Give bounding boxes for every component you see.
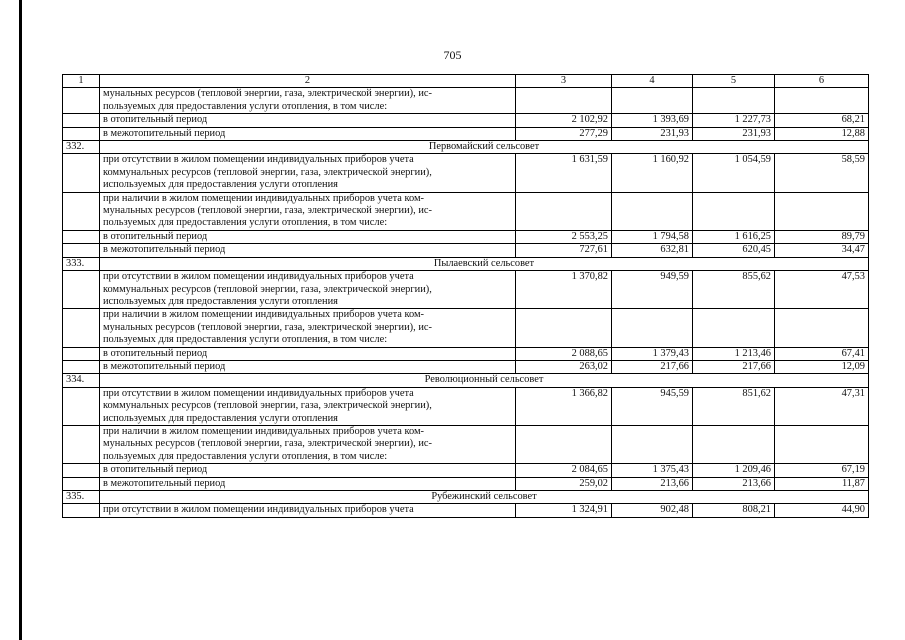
header-cell-4: 4 bbox=[612, 75, 693, 88]
description-line: мунальных ресурсов (тепловой энергии, газа, электрической энергии), ис- bbox=[103, 321, 432, 333]
value-cell-col5: 808,21 bbox=[693, 504, 775, 517]
value-cell-col5: 1 213,46 bbox=[693, 347, 775, 360]
value-cell-col4 bbox=[612, 309, 693, 347]
value-cell-col6 bbox=[775, 309, 869, 347]
section-name: Рубежинский сельсовет bbox=[100, 491, 869, 504]
row-number-cell bbox=[63, 464, 100, 477]
value-cell-col3: 1 324,91 bbox=[516, 504, 612, 517]
table-row bbox=[63, 464, 869, 477]
description-line: мунальных ресурсов (тепловой энергии, газа, электрической энергии), ис- bbox=[103, 205, 432, 217]
value-cell-col3: 277,29 bbox=[516, 127, 612, 140]
value-cell-col5 bbox=[693, 425, 775, 463]
header-cell-5: 5 bbox=[693, 75, 775, 88]
value-cell-col4 bbox=[612, 88, 693, 114]
value-cell-col6: 11,87 bbox=[775, 477, 869, 490]
value-cell-col6: 67,41 bbox=[775, 347, 869, 360]
value-cell-col5: 1 616,25 bbox=[693, 230, 775, 243]
table-row bbox=[63, 244, 869, 257]
row-number-cell bbox=[63, 347, 100, 360]
value-cell-col4: 213,66 bbox=[612, 477, 693, 490]
table-row bbox=[63, 360, 869, 373]
table-body bbox=[63, 88, 869, 517]
section-number: 335. bbox=[63, 491, 100, 504]
description-line: при отсутствии в жилом помещении индивидуальных приборов учета bbox=[103, 154, 414, 166]
description-cell bbox=[100, 309, 516, 347]
value-cell-col6: 89,79 bbox=[775, 230, 869, 243]
tariff-table bbox=[62, 74, 869, 518]
value-cell-col6: 58,59 bbox=[775, 154, 869, 192]
section-name: Первомайский сельсовет bbox=[100, 141, 869, 154]
scan-edge-line bbox=[19, 0, 22, 640]
description-cell bbox=[100, 347, 516, 360]
value-cell-col3: 2 553,25 bbox=[516, 230, 612, 243]
section-row bbox=[63, 257, 869, 270]
description-line: при отсутствии в жилом помещении индивидуальных приборов учета bbox=[103, 271, 414, 283]
section-row bbox=[63, 491, 869, 504]
table-row bbox=[63, 309, 869, 347]
header-cell-6: 6 bbox=[775, 75, 869, 88]
value-cell-col4: 945,59 bbox=[612, 387, 693, 425]
value-cell-col3: 2 088,65 bbox=[516, 347, 612, 360]
table-row bbox=[63, 230, 869, 243]
row-number-cell bbox=[63, 244, 100, 257]
description-cell bbox=[100, 230, 516, 243]
description-line: пользуемых для предоставления услуги отопления, в том числе: bbox=[103, 334, 388, 346]
value-cell-col5: 620,45 bbox=[693, 244, 775, 257]
value-cell-col3: 259,02 bbox=[516, 477, 612, 490]
description-line: в отопительный период bbox=[103, 230, 208, 242]
description-line: при наличии в жилом помещении индивидуальных приборов учета ком- bbox=[103, 192, 425, 204]
value-cell-col6 bbox=[775, 88, 869, 114]
value-cell-col3 bbox=[516, 309, 612, 347]
value-cell-col5: 231,93 bbox=[693, 127, 775, 140]
row-number-cell bbox=[63, 360, 100, 373]
page-number: 705 bbox=[443, 48, 462, 62]
value-cell-col5: 213,66 bbox=[693, 477, 775, 490]
section-number: 333. bbox=[63, 257, 100, 270]
value-cell-col4: 1 393,69 bbox=[612, 114, 693, 127]
description-line: пользуемых для предоставления услуги отопления, в том числе: bbox=[103, 217, 388, 229]
value-cell-col5: 217,66 bbox=[693, 360, 775, 373]
description-line: в межотопительный период bbox=[103, 360, 226, 372]
row-number-cell bbox=[63, 387, 100, 425]
value-cell-col3: 1 366,82 bbox=[516, 387, 612, 425]
value-cell-col4: 949,59 bbox=[612, 271, 693, 309]
table-row bbox=[63, 154, 869, 192]
description-line: при отсутствии в жилом помещении индивидуальных приборов учета bbox=[103, 504, 414, 516]
row-number-cell bbox=[63, 504, 100, 517]
description-cell bbox=[100, 464, 516, 477]
row-number-cell bbox=[63, 127, 100, 140]
value-cell-col5: 851,62 bbox=[693, 387, 775, 425]
value-cell-col3: 2 084,65 bbox=[516, 464, 612, 477]
description-line: в отопительный период bbox=[103, 114, 208, 126]
value-cell-col5 bbox=[693, 309, 775, 347]
description-line: коммунальных ресурсов (тепловой энергии, газа, электрической энергии), bbox=[103, 166, 432, 178]
description-cell bbox=[100, 154, 516, 192]
table-row bbox=[63, 127, 869, 140]
description-cell bbox=[100, 425, 516, 463]
value-cell-col6: 12,09 bbox=[775, 360, 869, 373]
value-cell-col4 bbox=[612, 192, 693, 230]
description-line: при наличии в жилом помещении индивидуальных приборов учета ком- bbox=[103, 309, 425, 321]
description-line: используемых для предоставления услуги отопления bbox=[103, 179, 338, 191]
section-name: Революционный сельсовет bbox=[100, 374, 869, 387]
description-line: в отопительный период bbox=[103, 464, 208, 476]
row-number-cell bbox=[63, 154, 100, 192]
value-cell-col4: 1 794,58 bbox=[612, 230, 693, 243]
table-row bbox=[63, 114, 869, 127]
value-cell-col3: 2 102,92 bbox=[516, 114, 612, 127]
value-cell-col3: 1 631,59 bbox=[516, 154, 612, 192]
description-line: пользуемых для предоставления услуги отопления, в том числе: bbox=[103, 100, 388, 112]
table-row bbox=[63, 271, 869, 309]
row-number-cell bbox=[63, 271, 100, 309]
section-number: 334. bbox=[63, 374, 100, 387]
value-cell-col3: 1 370,82 bbox=[516, 271, 612, 309]
header-cell-3: 3 bbox=[516, 75, 612, 88]
section-row bbox=[63, 141, 869, 154]
value-cell-col3 bbox=[516, 88, 612, 114]
row-number-cell bbox=[63, 425, 100, 463]
table-row bbox=[63, 192, 869, 230]
description-line: коммунальных ресурсов (тепловой энергии, газа, электрической энергии), bbox=[103, 283, 432, 295]
table-row bbox=[63, 425, 869, 463]
description-cell bbox=[100, 360, 516, 373]
value-cell-col3 bbox=[516, 425, 612, 463]
description-cell bbox=[100, 192, 516, 230]
row-number-cell bbox=[63, 192, 100, 230]
row-number-cell bbox=[63, 114, 100, 127]
value-cell-col6: 47,53 bbox=[775, 271, 869, 309]
value-cell-col5: 1 209,46 bbox=[693, 464, 775, 477]
description-cell bbox=[100, 387, 516, 425]
description-cell bbox=[100, 88, 516, 114]
table-row bbox=[63, 477, 869, 490]
row-number-cell bbox=[63, 230, 100, 243]
value-cell-col6 bbox=[775, 192, 869, 230]
value-cell-col4: 632,81 bbox=[612, 244, 693, 257]
row-number-cell bbox=[63, 309, 100, 347]
value-cell-col5: 855,62 bbox=[693, 271, 775, 309]
table-header-row bbox=[63, 75, 869, 88]
description-line: мунальных ресурсов (тепловой энергии, газа, электрической энергии), ис- bbox=[103, 88, 432, 100]
value-cell-col5 bbox=[693, 192, 775, 230]
description-line: коммунальных ресурсов (тепловой энергии, газа, электрической энергии), bbox=[103, 400, 432, 412]
section-number: 332. bbox=[63, 141, 100, 154]
value-cell-col6: 67,19 bbox=[775, 464, 869, 477]
description-line: в межотопительный период bbox=[103, 127, 226, 139]
row-number-cell bbox=[63, 88, 100, 114]
table-row bbox=[63, 347, 869, 360]
value-cell-col6: 34,47 bbox=[775, 244, 869, 257]
value-cell-col6: 44,90 bbox=[775, 504, 869, 517]
table-row bbox=[63, 504, 869, 517]
description-line: в отопительный период bbox=[103, 347, 208, 359]
description-cell bbox=[100, 127, 516, 140]
header-cell-2: 2 bbox=[100, 75, 516, 88]
value-cell-col3 bbox=[516, 192, 612, 230]
description-cell bbox=[100, 477, 516, 490]
description-cell bbox=[100, 114, 516, 127]
value-cell-col5: 1 227,73 bbox=[693, 114, 775, 127]
section-row bbox=[63, 374, 869, 387]
description-line: при наличии в жилом помещении индивидуальных приборов учета ком- bbox=[103, 425, 425, 437]
section-name: Пылаевский сельсовет bbox=[100, 257, 869, 270]
value-cell-col3: 727,61 bbox=[516, 244, 612, 257]
value-cell-col5 bbox=[693, 88, 775, 114]
value-cell-col5: 1 054,59 bbox=[693, 154, 775, 192]
description-line: при отсутствии в жилом помещении индивидуальных приборов учета bbox=[103, 387, 414, 399]
value-cell-col6: 47,31 bbox=[775, 387, 869, 425]
row-number-cell bbox=[63, 477, 100, 490]
description-cell bbox=[100, 504, 516, 517]
value-cell-col4: 902,48 bbox=[612, 504, 693, 517]
description-line: используемых для предоставления услуги отопления bbox=[103, 295, 338, 307]
table-row bbox=[63, 387, 869, 425]
description-line: в межотопительный период bbox=[103, 244, 226, 256]
header-cell-1: 1 bbox=[63, 75, 100, 88]
description-cell bbox=[100, 271, 516, 309]
value-cell-col6: 12,88 bbox=[775, 127, 869, 140]
value-cell-col4: 217,66 bbox=[612, 360, 693, 373]
description-line: мунальных ресурсов (тепловой энергии, газа, электрической энергии), ис- bbox=[103, 438, 432, 450]
value-cell-col6: 68,21 bbox=[775, 114, 869, 127]
value-cell-col4: 1 379,43 bbox=[612, 347, 693, 360]
value-cell-col3: 263,02 bbox=[516, 360, 612, 373]
value-cell-col6 bbox=[775, 425, 869, 463]
table-row bbox=[63, 88, 869, 114]
description-line: пользуемых для предоставления услуги отопления, в том числе: bbox=[103, 450, 388, 462]
value-cell-col4: 1 160,92 bbox=[612, 154, 693, 192]
value-cell-col4: 231,93 bbox=[612, 127, 693, 140]
value-cell-col4: 1 375,43 bbox=[612, 464, 693, 477]
description-line: используемых для предоставления услуги отопления bbox=[103, 412, 338, 424]
value-cell-col4 bbox=[612, 425, 693, 463]
description-line: в межотопительный период bbox=[103, 477, 226, 489]
description-cell bbox=[100, 244, 516, 257]
